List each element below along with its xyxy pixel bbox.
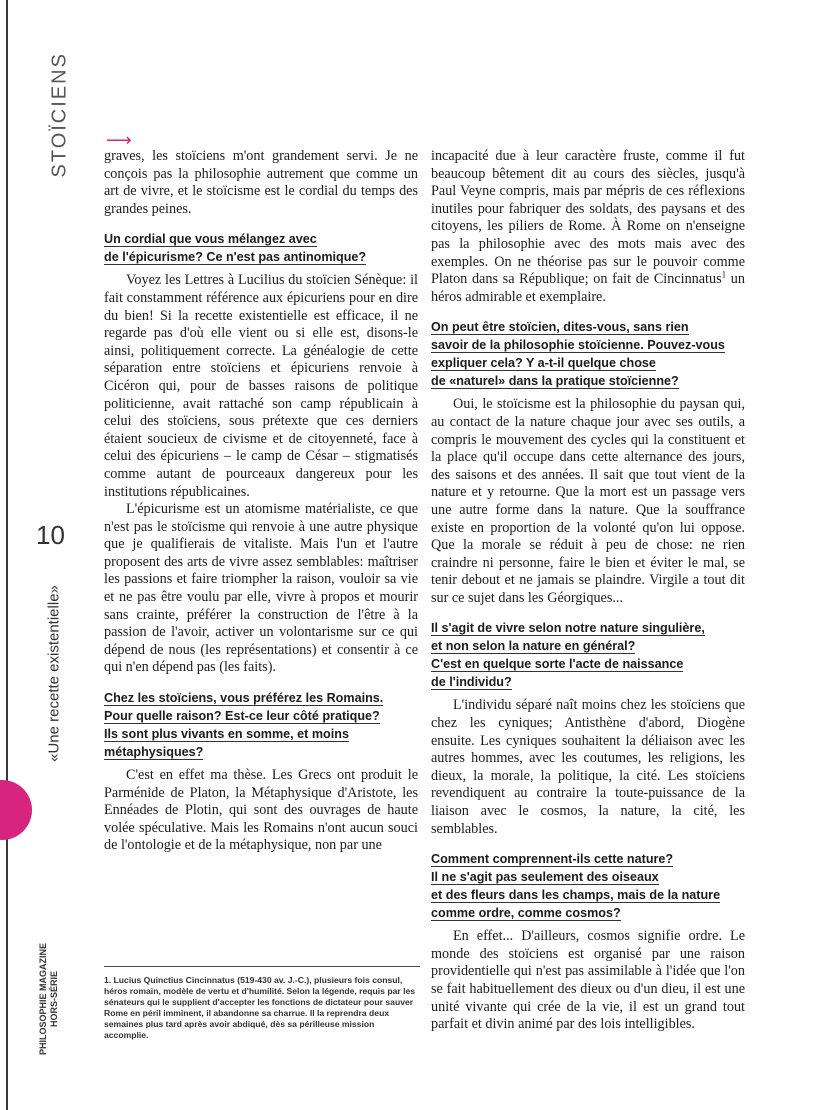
- question: [431, 318, 745, 390]
- footnote-ref[interactable]: 1: [721, 269, 727, 280]
- question-line: expliquer cela? Y a-t-il quelque chose: [431, 356, 656, 371]
- question-line: Il s'agit de vivre selon notre nature singulière,: [431, 621, 705, 636]
- magazine-page: [6, 0, 828, 1110]
- answer-paragraph: L'individu séparé naît moins chez les stoïciens que chez les cyniques; Antisthène d'abord, Diogène ensuite. Les cyniques souhaitent la déliaison avec les autres hommes, avec les coutumes, les religions, les dieux, la morale, la politique, la cité. Les stoïciens revendiquent au contraire la toute-puissance de la liaison avec le cosmos, la nature, la cité, les semblables.: [431, 697, 745, 837]
- footnote-rule: [104, 966, 420, 967]
- answer-paragraph: graves, les stoïciens m'ont grandement servi. Je ne conçois pas la philosophie autrement que comme un art de vivre, et le stoïcisme est le cordial du temps des grandes peines.: [104, 148, 418, 217]
- answer-text: un héros admirable et exemplaire.: [431, 271, 745, 305]
- magazine-credit: [24, 940, 74, 1060]
- magazine-name: PHILOSOPHIE MAGAZINE HORS-SÉRIE: [38, 943, 59, 1056]
- right-column: [431, 148, 745, 1034]
- rubric: [24, 555, 84, 795]
- question-line: savoir de la philosophie stoïcienne. Pouvez-vous: [431, 338, 725, 353]
- question: [431, 619, 745, 691]
- question-line: Un cordial que vous mélangez avec: [104, 232, 317, 247]
- answer-paragraph: L'épicurisme est un atomisme matérialiste, ce que n'est pas le stoïcisme qui renvoie à une autre physique que je qualifierais de vitaliste. Mais l'un et l'autre proposent des arts de vivre assez semblables: maîtriser les passions et faire triompher la raison, vouloir sa vie et ne pas être voulu par elle, vivre à propos et mourir sans crainte, préférer la construction de l'être à la passion de l'avoir, activer un volontarisme sur ce qui dépend de nous (les représentations) et consentir à ce qui n'en dépend pas (les faits).: [104, 501, 418, 676]
- page-edge-rule: [6, 0, 8, 1110]
- question-line: et des fleurs dans les champs, mais de la nature: [431, 888, 721, 903]
- question-line: Pour quelle raison? Est-ce leur côté pratique?: [104, 709, 380, 724]
- question-line: de l'épicurisme? Ce n'est pas antinomique?: [104, 250, 367, 265]
- question-line: et non selon la nature en général?: [431, 639, 636, 654]
- answer-paragraph: Oui, le stoïcisme est la philosophie du paysan qui, au contact de la nature chaque jour avec ses outils, a compris le mouvement des cycles qui la constituent et la place qu'il occupe dans cette alternance des jours, des saisons et des années. Il sait que tout vient de la nature et y retourne. Que la mort est un passage vers une autre forme dans la nature. Que la souffrance existe en proportion de la volonté qu'on lui oppose. Que la morale se réduit à peu de chose: ne rien craindre ni personne, faire le bien et éviter le mal, se tenir debout et ne jamais se plaindre. Virgile a tout dit sur ce sujet dans les Géorgiques...: [431, 396, 745, 606]
- question-line: Chez les stoïciens, vous préférez les Romains.: [104, 691, 384, 706]
- question-line: C'est en quelque sorte l'acte de naissance: [431, 657, 684, 672]
- continue-arrow-icon: ⟶: [106, 130, 132, 150]
- answer-paragraph: C'est en effet ma thèse. Les Grecs ont produit le Parménide de Platon, la Métaphysique d'Aristote, les Ennéades de Plotin, qui sont des ouvrages de haute volée spéculative. Mais les Romains n'ont aucun souci de l'ontologie et de la métaphysique, non par une: [104, 767, 418, 854]
- answer-paragraph: Voyez les Lettres à Lucilius du stoïcien Sénèque: il fait constamment référence aux épicuriens pour en dire du bien! Si la recette existentielle est efficace, il ne regarde pas d'où elle vient ou si elle est, disons-le ainsi, politiquement correcte. La généalogie de cette séparation entre stoïciens et épicuriens renvoie à Cicéron qui, pour de basses raisons de politique politicienne, avait rattaché son camp républicain à celui des stoïciens, sous prétexte que ces derniers étaient soucieux de civisme et de citoyenneté, face à celui des épicuriens – le camp de César – stigmatisés comme autant de pourceaux dangereux pour les institutions républicaines.: [104, 272, 418, 500]
- question-line: de l'individu?: [431, 675, 512, 690]
- answer-text: incapacité due à leur caractère fruste, comme il fut beaucoup bêtement dit au cours des siècles, jusqu'à Paul Veyne compris, mais par mépris de ces réflexions inutiles pour fabriquer des soldats, des paysans et des citoyens, les piliers de Rome. À Rome on n'enseigne pas la philosophie avec des mots mais avec des exemples. On ne théorise pas sur le pouvoir comme Platon dans sa République; on fait de Cincinnatus: [431, 148, 745, 288]
- question-line: Comment comprennent-ils cette nature?: [431, 852, 674, 867]
- answer-paragraph: [431, 148, 745, 306]
- question-line: On peut être stoïcien, dites-vous, sans rien: [431, 320, 689, 335]
- question-line: de «naturel» dans la pratique stoïcienne?: [431, 374, 679, 389]
- question: [431, 850, 745, 922]
- answer-paragraph: En effet... D'ailleurs, cosmos signifie ordre. Le monde des stoïciens est organisé par une raison providentielle qui n'est pas assimilable à l'idée que l'on se fait habituellement des dieux ou d'un dieu, il est une unité vivante qui crée de la vie, il est un grand tout parfait et divin animé par des lois intelligibles.: [431, 928, 745, 1033]
- page-number: 10: [36, 520, 65, 550]
- left-column: [104, 148, 418, 855]
- section-tab: [40, 52, 80, 188]
- footnote: 1. Lucius Quinctius Cincinnatus (519-430 av. J.-C.), plusieurs fois consul, héros romain, modèle de vertu et d'humilité. Selon la légende, requis par les sénateurs qui le supplient d'accepter les fonctions de dictateur pour sauver Rome en péril imminent, il abandonne sa charrue. Il la reprendra deux semaines plus tard après avoir abdiqué, dès sa périlleuse mission accomplie.: [104, 975, 416, 1040]
- question: [104, 689, 418, 761]
- question: [104, 230, 418, 266]
- question-line: Ils sont plus vivants en somme, et moins: [104, 727, 349, 742]
- question-line: comme ordre, comme cosmos?: [431, 906, 621, 921]
- question-line: métaphysiques?: [104, 745, 204, 760]
- rubric-title: «Une recette existentielle»: [45, 585, 63, 762]
- section-label: STOÏCIENS: [48, 52, 71, 178]
- question-line: Il ne s'agit pas seulement des oiseaux: [431, 870, 659, 885]
